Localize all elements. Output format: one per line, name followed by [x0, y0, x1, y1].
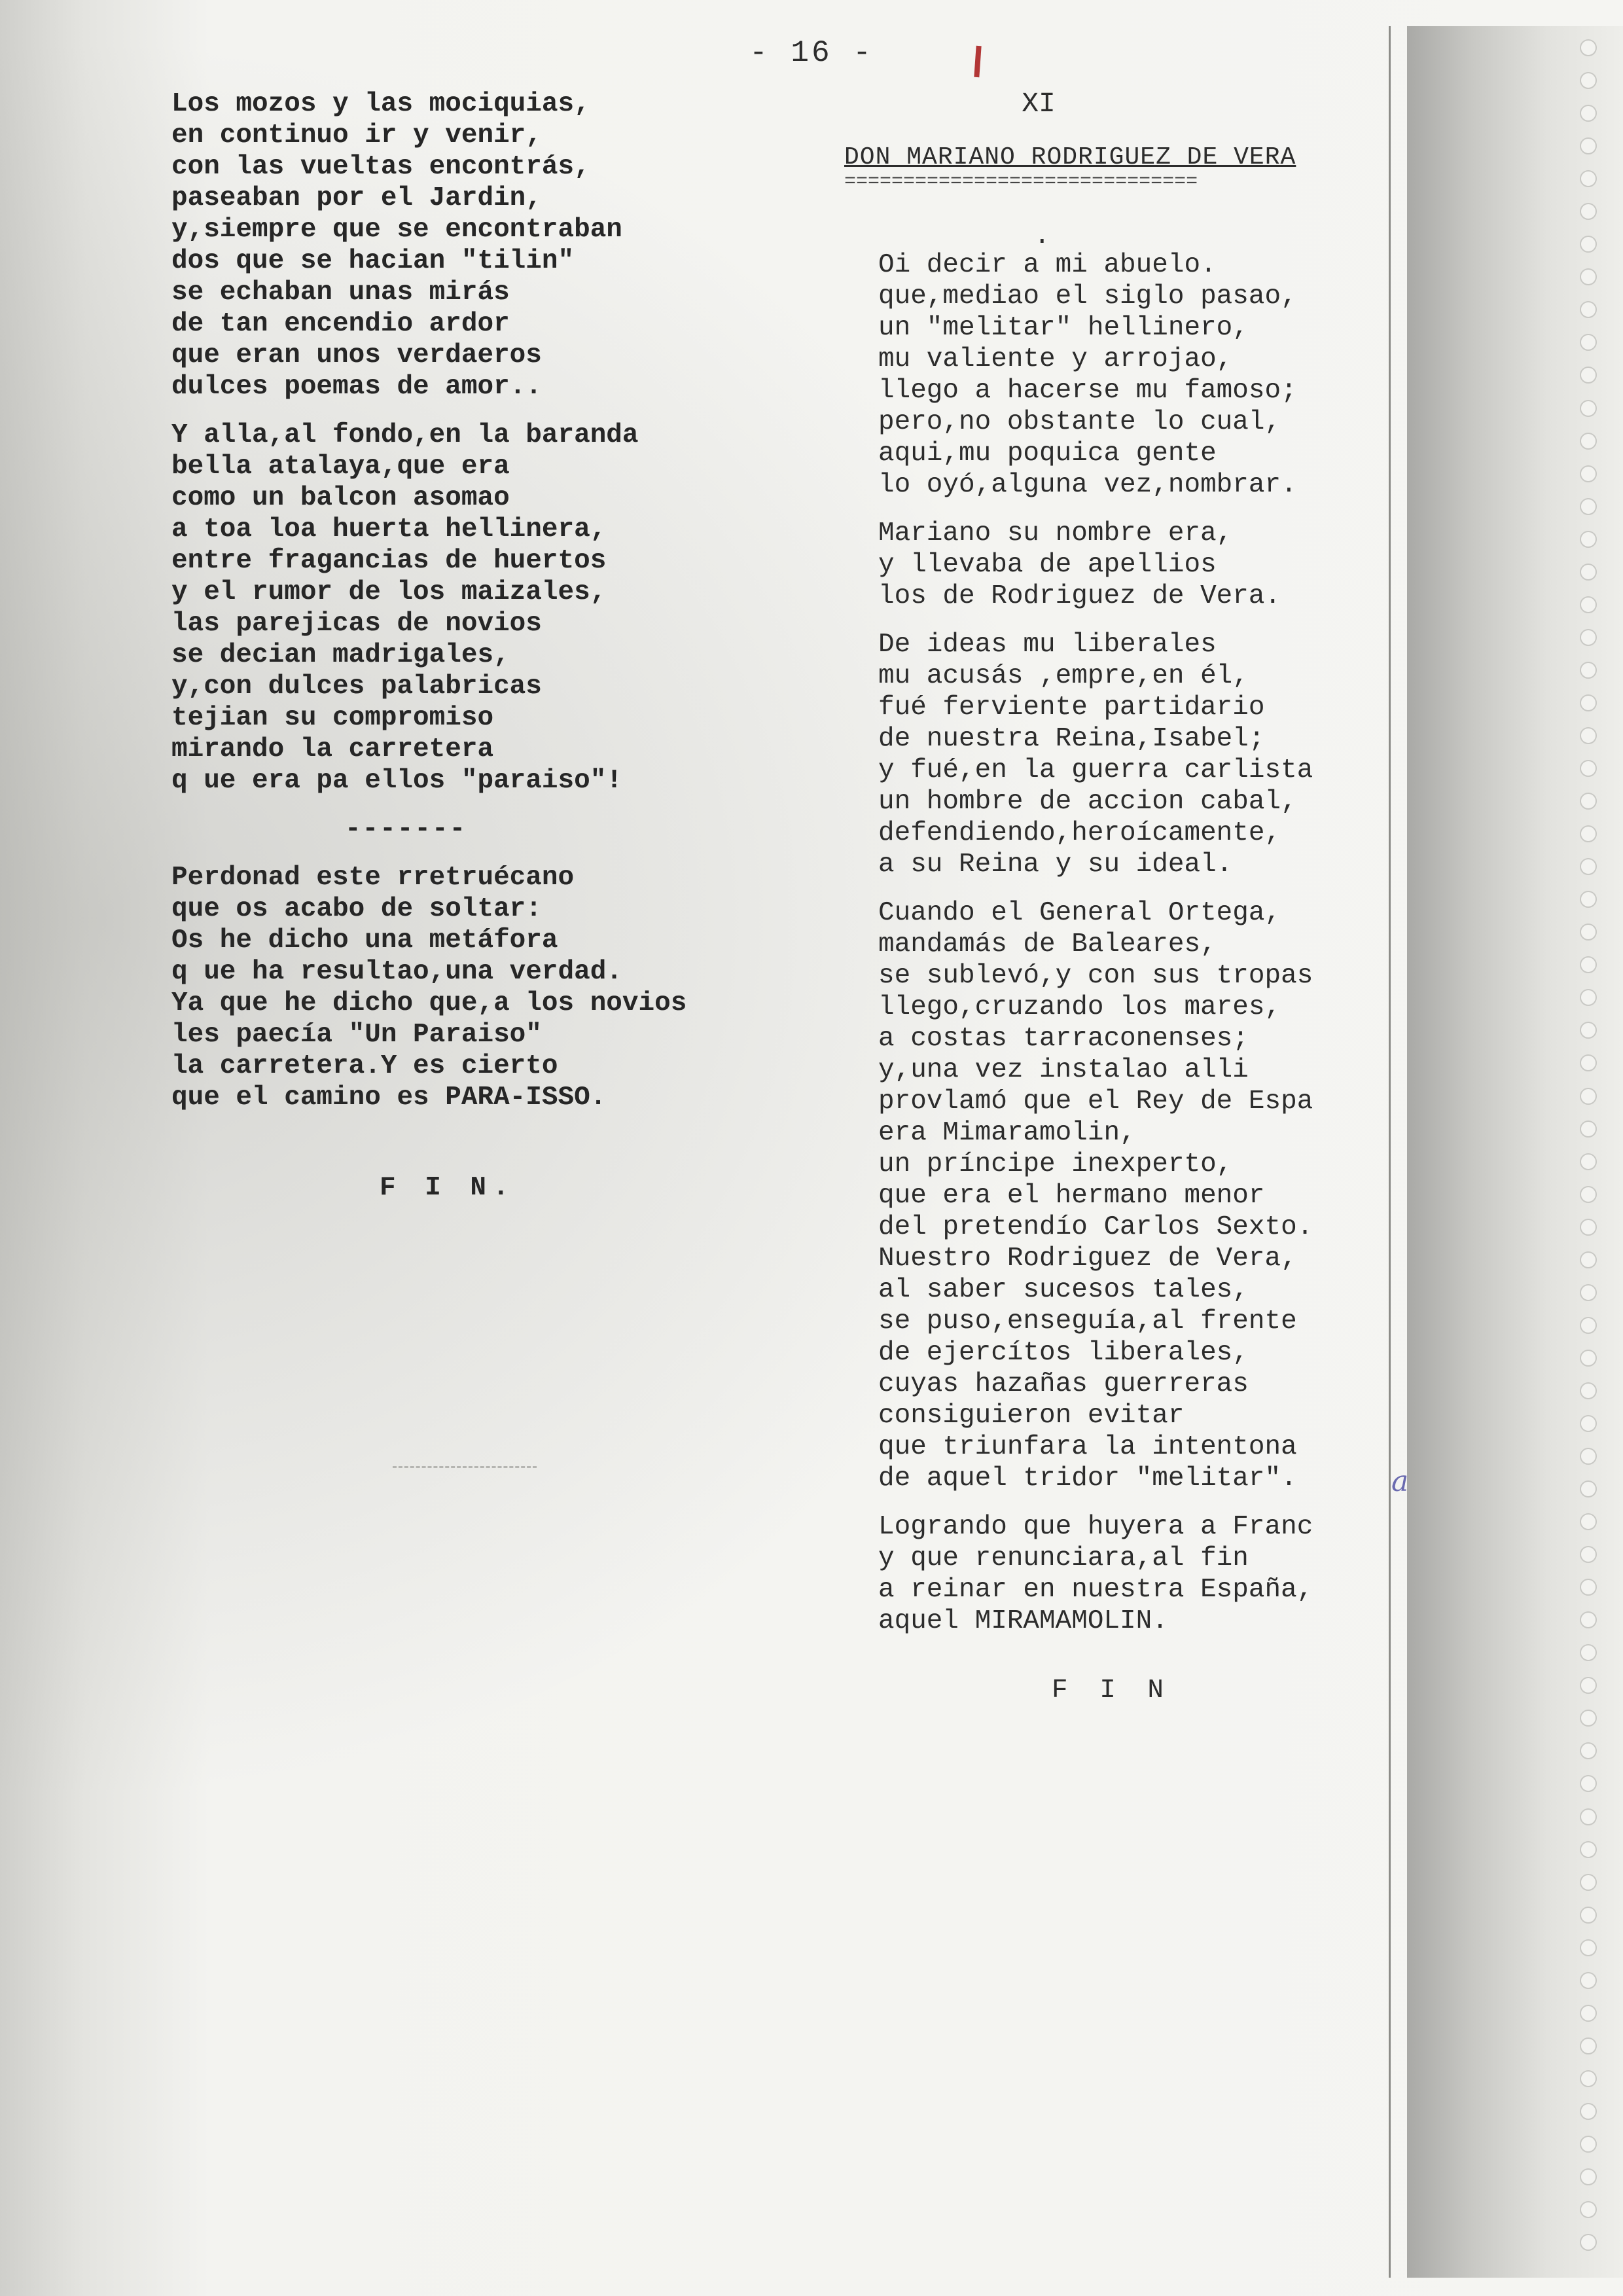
verse-line: y fué,en la guerra carlista	[878, 755, 1313, 785]
left-stanza	[171, 420, 826, 797]
verse-line: Perdonad este rretruécano	[171, 863, 575, 893]
verse-line: era Mimaramolin,	[878, 1118, 1136, 1148]
verse-line: a reinar en nuestra España,	[878, 1575, 1313, 1605]
verse-line: Los mozos y las mociquias,	[171, 89, 590, 119]
verse-line: bella atalaya,que era	[171, 452, 510, 482]
verse-line: pero,no obstante lo cual,	[878, 407, 1281, 437]
verse-line: Y alla,al fondo,en la baranda	[171, 420, 639, 450]
verse-line: llego a hacerse mu famoso;	[878, 376, 1297, 406]
verse-line: y,con dulces palabricas	[171, 672, 542, 702]
verse-line: un príncipe inexperto,	[878, 1149, 1233, 1179]
verse-line: llego,cruzando los mares,	[878, 992, 1281, 1022]
verse-line: que os acabo de soltar:	[171, 894, 542, 924]
right-stanza	[878, 1511, 1402, 1637]
verse-line: al saber sucesos tales,	[878, 1275, 1249, 1305]
verse-line: se puso,enseguía,al frente	[878, 1306, 1297, 1336]
right-stanza	[878, 249, 1402, 501]
verse-line: les paecía "Un Paraiso"	[171, 1020, 542, 1050]
verse-line: que,mediao el siglo pasao,	[878, 281, 1297, 312]
verse-line: mirando la carretera	[171, 734, 494, 764]
verse-line: Os he dicho una metáfora	[171, 925, 558, 956]
verse-line: dulces poemas de amor..	[171, 372, 542, 402]
verse-line: cuyas hazañas guerreras	[878, 1369, 1249, 1399]
verse-line: y llevaba de apellios	[878, 550, 1217, 580]
verse-line: fué ferviente partidario	[878, 692, 1265, 723]
verse-line: del pretendío Carlos Sexto.	[878, 1212, 1313, 1242]
verse-line: tejian su compromiso	[171, 703, 494, 733]
verse-line: Ya que he dicho que,a los novios	[171, 988, 687, 1018]
verse-line: dos que se hacian "tilin"	[171, 246, 575, 276]
verse-line: De ideas mu liberales	[878, 630, 1217, 660]
left-column-poem	[171, 88, 826, 1204]
verse-line: como un balcon asomao	[171, 483, 510, 513]
verse-line: mu acusás ,empre,en él,	[878, 661, 1249, 691]
verse-line: y,siempre que se encontraban	[171, 215, 622, 245]
verse-line: Mariano su nombre era,	[878, 518, 1233, 548]
verse-line: mu valiente y arrojao,	[878, 344, 1233, 374]
stanza-separator: -------	[345, 814, 467, 844]
verse-line: y,una vez instalao alli	[878, 1055, 1249, 1085]
verse-line: entre fragancias de huertos	[171, 546, 607, 576]
verse-line: provlamó que el Rey de Espa	[878, 1086, 1313, 1117]
left-stanza	[171, 862, 826, 1113]
verse-line: y el rumor de los maizales,	[171, 577, 607, 607]
verse-line: que eran unos verdaeros	[171, 340, 542, 370]
verse-line: Oi decir a mi abuelo.	[878, 250, 1217, 280]
right-column-poem	[844, 88, 1402, 1706]
poem-number: XI	[1022, 88, 1056, 120]
title-dot: .	[1034, 221, 1050, 251]
verse-line: con las vueltas encontrás,	[171, 152, 590, 182]
verse-line: a toa loa huerta hellinera,	[171, 514, 607, 545]
verse-line: mandamás de Baleares,	[878, 929, 1217, 960]
verse-line: defendiendo,heroícamente,	[878, 818, 1281, 848]
verse-line: un hombre de accion cabal,	[878, 787, 1297, 817]
verse-line: se decian madrigales,	[171, 640, 510, 670]
poem-title: DON MARIANO RODRIGUEZ DE VERA	[844, 143, 1296, 171]
verse-line: las parejicas de novios	[171, 609, 542, 639]
verse-line: aqui,mu poquica gente	[878, 439, 1217, 469]
verse-line: aquel MIRAMAMOLIN.	[878, 1606, 1168, 1636]
handwritten-note: a	[1391, 1465, 1409, 1498]
verse-line: que el camino es PARA-ISSO.	[171, 1083, 607, 1113]
verse-line: en continuo ir y venir,	[171, 120, 542, 151]
verse-line: de aquel tridor "melitar".	[878, 1463, 1297, 1494]
verse-line: a costas tarraconenses;	[878, 1024, 1249, 1054]
left-stanza	[171, 88, 826, 403]
title-rule: ==============================	[844, 173, 1198, 190]
verse-line: que triunfara la intentona	[878, 1432, 1297, 1462]
fin-mark: F I N	[1052, 1676, 1172, 1706]
right-stanza	[878, 629, 1402, 880]
verse-line: la carretera.Y es cierto	[171, 1051, 558, 1081]
verse-line: de tan encendio ardor	[171, 309, 510, 339]
verse-line: paseaban por el Jardin,	[171, 183, 542, 213]
binder-holes	[1580, 39, 1606, 2251]
right-stanza	[878, 518, 1402, 612]
verse-line: y que renunciara,al fin	[878, 1543, 1249, 1573]
verse-line: los de Rodriguez de Vera.	[878, 581, 1281, 611]
show-through-rule	[393, 1466, 537, 1468]
page-number: - 16 -	[749, 36, 874, 70]
verse-line: consiguieron evitar	[878, 1401, 1185, 1431]
verse-line: Nuestro Rodriguez de Vera,	[878, 1244, 1297, 1274]
verse-line: lo oyó,alguna vez,nombrar.	[878, 470, 1297, 500]
right-stanza	[878, 897, 1402, 1494]
verse-line: se sublevó,y con sus tropas	[878, 961, 1313, 991]
fin-mark: F I N.	[380, 1173, 516, 1203]
verse-line: de nuestra Reina,Isabel;	[878, 724, 1265, 754]
verse-line: un "melitar" hellinero,	[878, 313, 1249, 343]
verse-line: se echaban unas mirás	[171, 278, 510, 308]
verse-line: de ejercítos liberales,	[878, 1338, 1249, 1368]
verse-line: Cuando el General Ortega,	[878, 898, 1281, 928]
verse-line: Logrando que huyera a Franc	[878, 1512, 1313, 1542]
verse-line: que era el hermano menor	[878, 1181, 1265, 1211]
verse-line: a su Reina y su ideal.	[878, 850, 1233, 880]
verse-line: q ue ha resultao,una verdad.	[171, 957, 622, 987]
verse-line: q ue era pa ellos "paraiso"!	[171, 766, 622, 796]
